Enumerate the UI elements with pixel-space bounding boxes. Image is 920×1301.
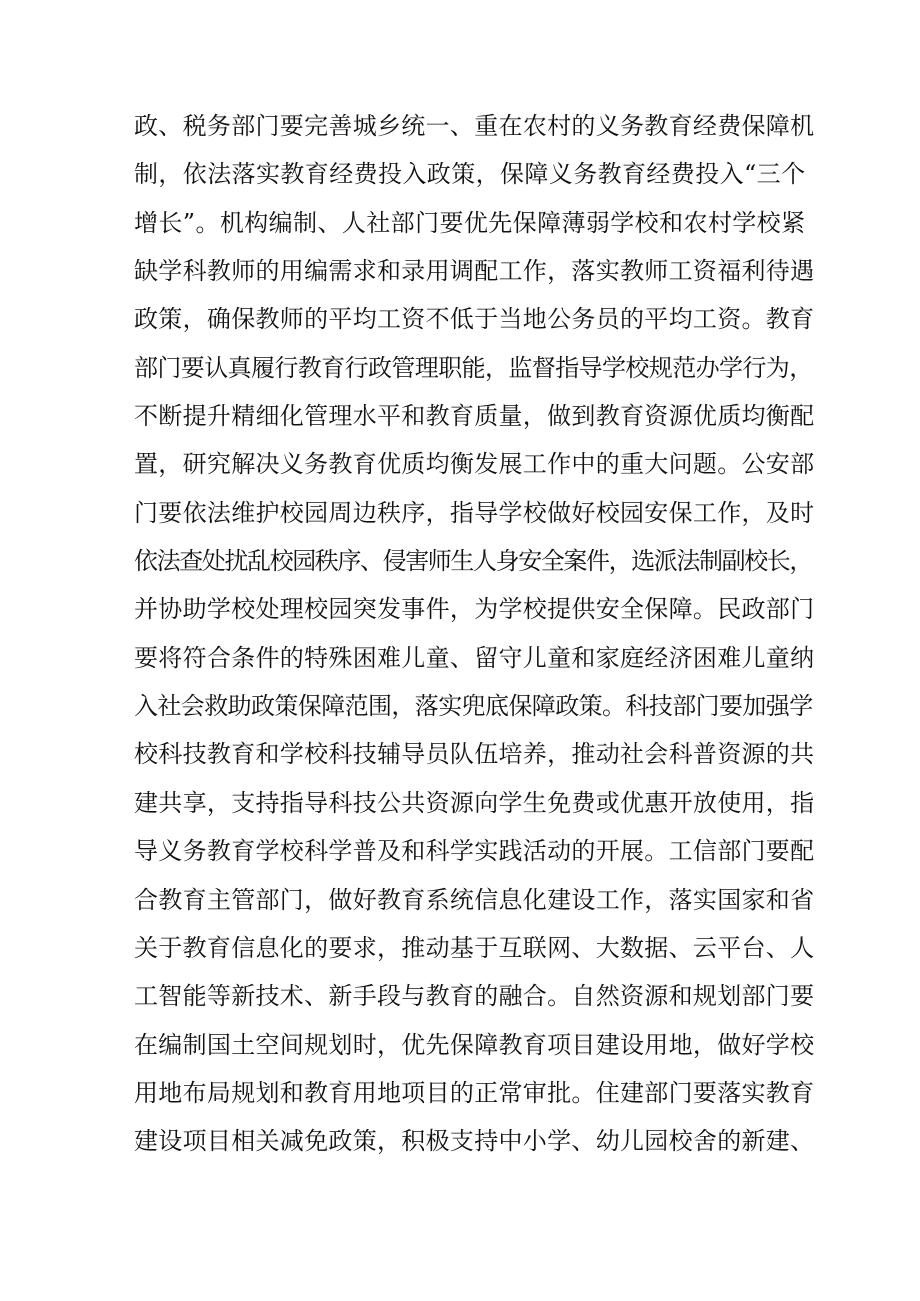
text-line: 建设项目相关减免政策，积极支持中小学、幼儿园校舍的新建、 (134, 1127, 815, 1156)
text-line: 在编制国土空间规划时，优先保障教育项目建设用地，做好学校 (134, 1030, 815, 1059)
text-line: 置，研究解决义务教育优质均衡发展工作中的重大问题。公安部 (134, 450, 815, 479)
text-line: 不断提升精细化管理水平和教育质量，做到教育资源优质均衡配 (134, 402, 815, 431)
text-line: 政策，确保教师的平均工资不低于当地公务员的平均工资。教育 (134, 305, 815, 334)
text-line: 工智能等新技术、新手段与教育的融合。自然资源和规划部门要 (134, 982, 815, 1011)
text-line: 合教育主管部门，做好教育系统信息化建设工作，落实国家和省 (134, 885, 815, 914)
text-line: 缺学科教师的用编需求和录用调配工作，落实教师工资福利待遇 (134, 257, 815, 286)
text-line: 增长”。机构编制、人社部门要优先保障薄弱学校和农村学校紧 (134, 208, 806, 237)
text-line: 并协助学校处理校园突发事件，为学校提供安全保障。民政部门 (134, 595, 815, 624)
text-line: 政、税务部门要完善城乡统一、重在农村的义务教育经费保障机 (134, 112, 815, 140)
text-line: 部门要认真履行教育行政管理职能，监督指导学校规范办学行为， (134, 353, 813, 382)
text-line: 导义务教育学校科学普及和科学实践活动的开展。工信部门要配 (134, 837, 815, 866)
text-line: 关于教育信息化的要求，推动基于互联网、大数据、云平台、人 (134, 933, 815, 962)
text-line: 校科技教育和学校科技辅导员队伍培养，推动社会科普资源的共 (134, 740, 815, 769)
text-line: 门要依法维护校园周边秩序，指导学校做好校园安保工作，及时 (134, 498, 815, 527)
body-text (134, 102, 814, 1166)
text-line: 要将符合条件的特殊困难儿童、留守儿童和家庭经济困难儿童纳 (134, 643, 815, 672)
text-line: 入社会救助政策保障范围，落实兜底保障政策。科技部门要加强学 (134, 692, 813, 721)
text-line: 依法查处扰乱校园秩序、侵害师生人身安全案件，选派法制副校长， (134, 547, 812, 576)
text-line: 用地布局规划和教育用地项目的正常审批。住建部门要落实教育 (134, 1078, 815, 1107)
text-line: 制，依法落实教育经费投入政策，保障义务教育经费投入“三个 (134, 160, 806, 189)
text-line: 建共享，支持指导科技公共资源向学生免费或优惠开放使用，指 (134, 788, 815, 817)
